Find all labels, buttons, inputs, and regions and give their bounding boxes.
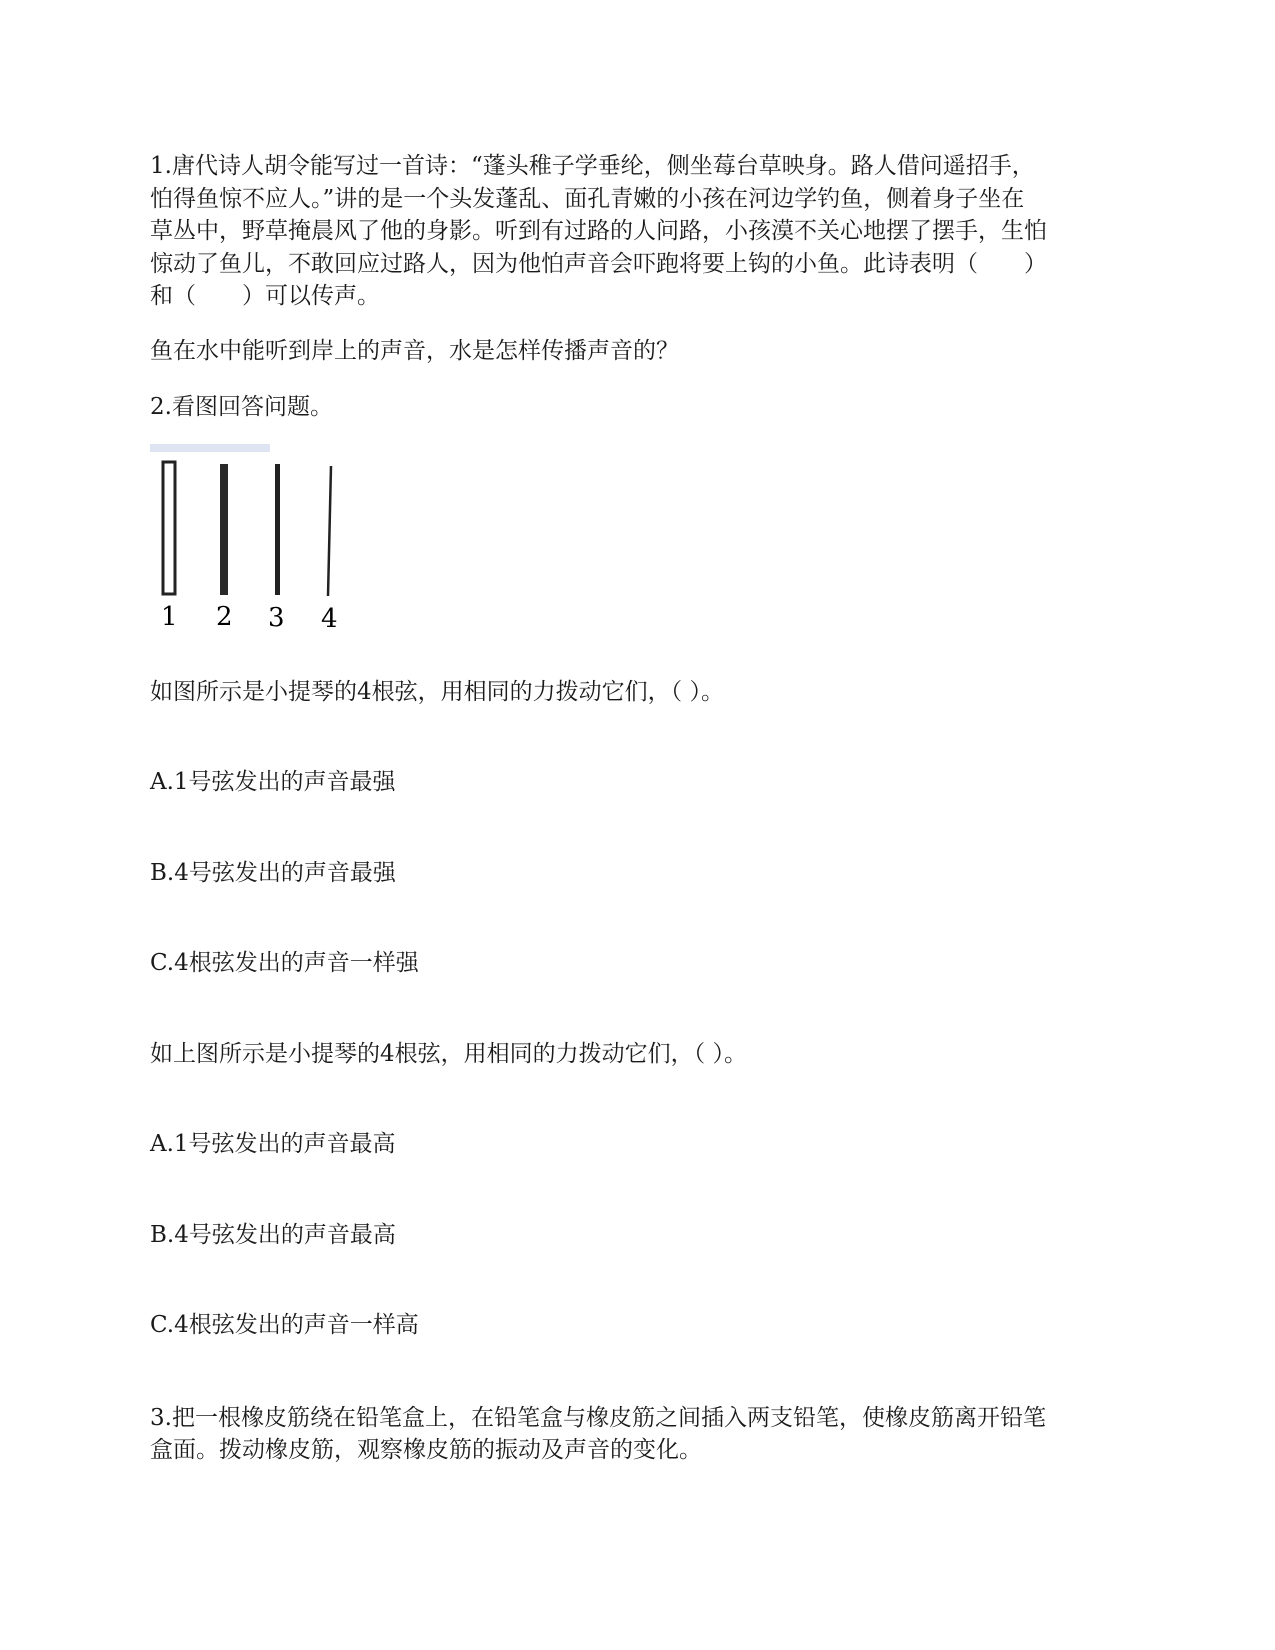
question-2-title: 2.看图回答问题。 (150, 394, 333, 420)
question-1-line: 草丛中，野草掩晨风了他的身影。听到有过路的人问路，小孩漠不关心地摆了摆手，生怕 (150, 218, 1047, 244)
question-1-line: 1.唐代诗人胡令能写过一首诗：“蓬头稚子学垂纶，侧坐莓台草映身。路人借问遥招手， (150, 153, 1035, 179)
question-1-line: 和（ ）可以传声。 (150, 283, 380, 309)
violin-strings-illustration (150, 444, 360, 644)
option-c: C.4根弦发出的声音一样高 (150, 1312, 419, 1338)
figure-top-artifact (150, 444, 270, 452)
question-1-line: 怕得鱼惊不应人。”讲的是一个头发蓬乱、面孔青嫩的小孩在河边学钓鱼，侧着身子坐在 (150, 185, 1025, 212)
question-3-line: 3.把一根橡皮筋绕在铅笔盒上，在铅笔盒与橡皮筋之间插入两支铅笔，使橡皮筋离开铅笔 (150, 1404, 1046, 1431)
document-page (150, 150, 1130, 1467)
string-3 (275, 464, 280, 595)
string-4 (328, 466, 331, 596)
option-c: C.4根弦发出的声音一样强 (150, 950, 419, 976)
option-a: A.1号弦发出的声音最高 (150, 1131, 396, 1157)
question-1 (150, 150, 1130, 313)
question-1-line: 惊动了鱼儿，不敢回应过路人，因为他怕声音会吓跑将要上钩的小鱼。此诗表明（ ） (150, 250, 1047, 277)
string-label-4: 4 (321, 603, 338, 634)
option-a: A.1号弦发出的声音最强 (150, 769, 396, 795)
option-b: B.4号弦发出的声音最高 (150, 1221, 396, 1248)
string-label-1: 1 (161, 601, 178, 632)
question-1-subquestion: 鱼在水中能听到岸上的声音，水是怎样传播声音的？ (150, 337, 679, 364)
question-3-line: 盒面。拨动橡皮筋，观察橡皮筋的振动及声音的变化。 (150, 1437, 702, 1463)
question-2-part-1-stem: 如图所示是小提琴的4根弦，用相同的力拨动它们，（ ）。 (150, 678, 724, 705)
string-label-3: 3 (268, 602, 285, 633)
string-2 (220, 464, 228, 595)
string-label-2: 2 (216, 601, 233, 632)
question-3 (150, 1402, 1130, 1467)
string-1 (163, 462, 175, 594)
violin-strings-figure (150, 444, 360, 644)
option-b: B.4号弦发出的声音最强 (150, 859, 396, 886)
question-2-part-2-stem: 如上图所示是小提琴的4根弦，用相同的力拨动它们，（ ）。 (150, 1040, 747, 1067)
